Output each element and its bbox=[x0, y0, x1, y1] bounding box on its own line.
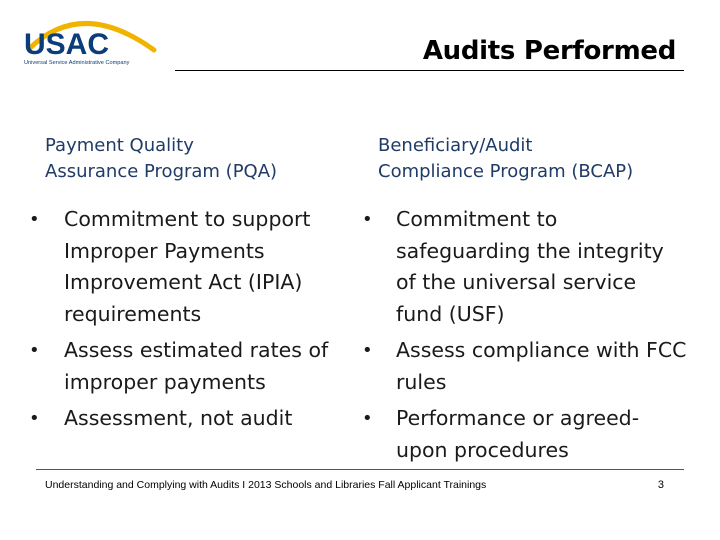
slide-title: Audits Performed bbox=[422, 36, 676, 66]
bullet-text: Performance or agreed-upon procedures bbox=[396, 406, 640, 462]
title-divider bbox=[175, 70, 684, 71]
list-item bbox=[346, 403, 688, 466]
bullet-dot-icon: • bbox=[29, 340, 40, 361]
bullet-dot-icon: • bbox=[29, 209, 40, 230]
pqa-heading-line1: Payment Quality bbox=[45, 135, 194, 156]
bcap-column bbox=[362, 133, 688, 471]
usac-logo bbox=[22, 6, 162, 66]
bcap-heading bbox=[378, 133, 688, 185]
list-item bbox=[11, 204, 345, 330]
list-item bbox=[11, 403, 345, 435]
usac-logo-tagline: Universal Service Administrative Company bbox=[24, 60, 130, 66]
page-number: 3 bbox=[657, 479, 664, 491]
bullet-text: Commitment to safeguarding the integrity of the universal service fund (USF) bbox=[396, 207, 664, 326]
usac-logo-wordmark: USAC bbox=[24, 28, 110, 61]
bcap-heading-line1: Beneficiary/Audit bbox=[378, 135, 533, 156]
pqa-bullet-list bbox=[29, 204, 345, 435]
bullet-text: Assess estimated rates of improper payments bbox=[64, 338, 329, 394]
pqa-heading-line2: Assurance Program (PQA) bbox=[45, 161, 278, 182]
bullet-text: Assess compliance with FCC rules bbox=[396, 338, 687, 394]
bcap-heading-line2: Compliance Program (BCAP) bbox=[378, 161, 634, 182]
bullet-dot-icon: • bbox=[362, 408, 373, 429]
footer-text: Understanding and Complying with Audits I 2013 Schools and Libraries Fall Applicant Trainings bbox=[45, 479, 487, 491]
footer-divider bbox=[36, 469, 684, 470]
list-item bbox=[346, 204, 688, 330]
bcap-bullet-list bbox=[362, 204, 688, 466]
bullet-text: Commitment to support Improper Payments Improvement Act (IPIA) requirements bbox=[64, 207, 311, 326]
list-item bbox=[11, 335, 345, 398]
usac-logo-graphic bbox=[22, 6, 162, 66]
pqa-heading bbox=[45, 133, 345, 185]
bullet-text: Assessment, not audit bbox=[64, 406, 293, 430]
bullet-dot-icon: • bbox=[362, 209, 373, 230]
pqa-column bbox=[29, 133, 345, 440]
bullet-dot-icon: • bbox=[362, 340, 373, 361]
list-item bbox=[346, 335, 688, 398]
bullet-dot-icon: • bbox=[29, 408, 40, 429]
